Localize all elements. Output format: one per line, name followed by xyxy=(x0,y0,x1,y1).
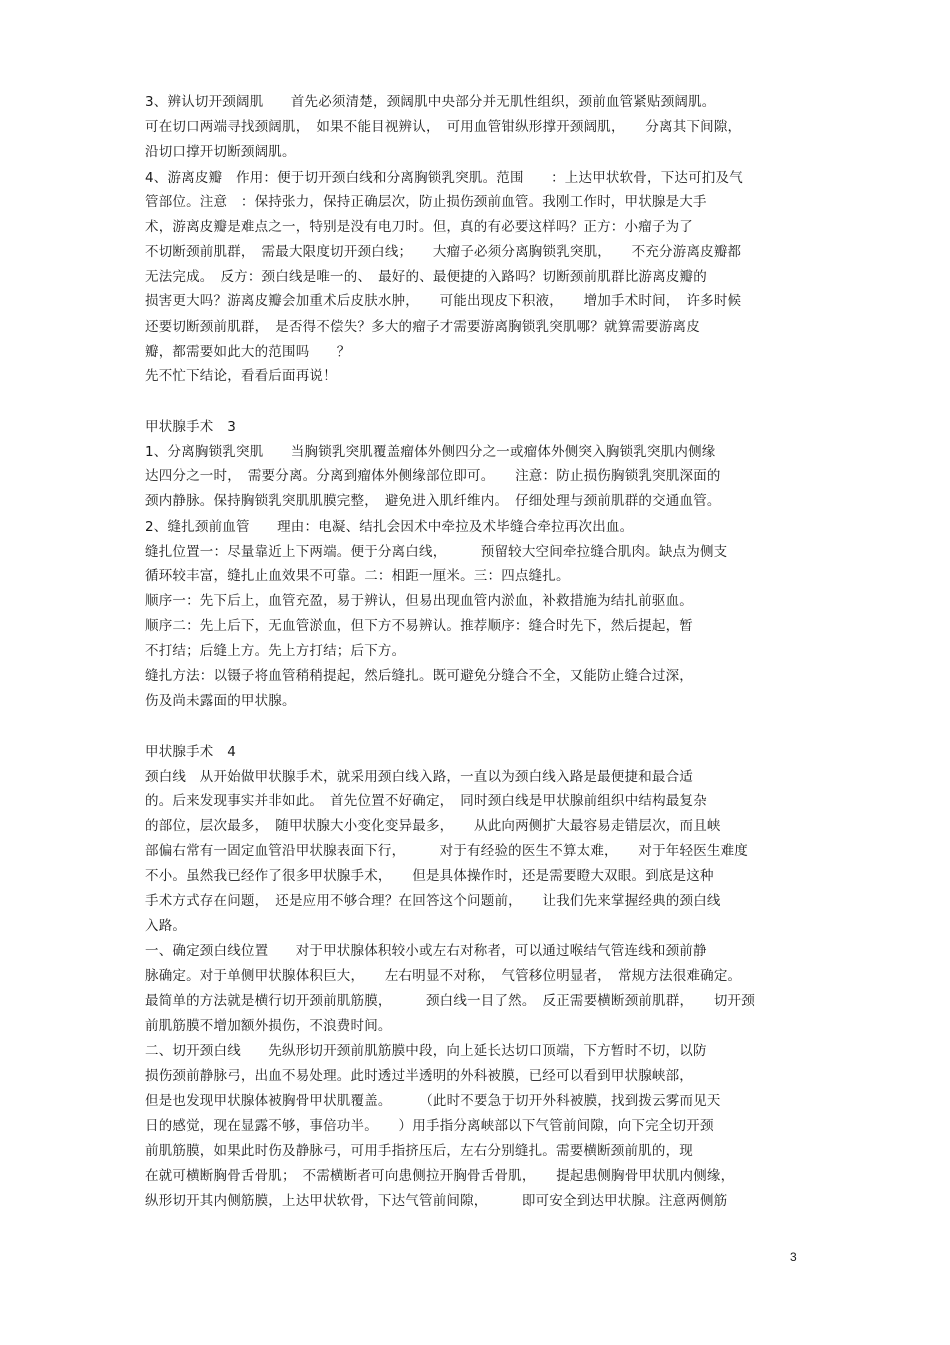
text-line: 脉确定。对于单侧甲状腺体积巨大， 左右明显不对称， 气管移位明显者， 常规方法很难确定。 xyxy=(145,968,742,984)
text-line: 术，游离皮瓣是难点之一，特别是没有电刀时。但，真的有必要这样吗？正方：小瘤子为了 xyxy=(145,219,693,235)
text-line: 的。后来发现事实并非如此。 首先位置不好确定， 同时颈白线是甲状腺前组织中结构最复杂 xyxy=(145,793,707,809)
text-line: 颈内静脉。保持胸锁乳突肌肌膜完整， 避免进入肌纤维内。 仔细处理与颈前肌群的交通血管。 xyxy=(145,493,721,509)
text-line: 损害更大吗？游离皮瓣会加重术后皮肤水肿， 可能出现皮下积液， 增加手术时间， 许多时候 xyxy=(145,293,742,309)
text-line: 可在切口两端寻找颈阔肌， 如果不能目视辨认， 可用血管钳纵形撑开颈阔肌， 分离其下间隙， xyxy=(145,119,742,135)
text-line: 缝扎位置一：尽量靠近上下两端。便于分离白线， 预留较大空间牵拉缝合肌肉。缺点为侧支 xyxy=(145,544,728,560)
text-line: 伤及尚未露面的甲状腺。 xyxy=(145,693,296,709)
text-line: 达四分之一时， 需要分离。分离到瘤体外侧缘部位即可。 注意：防止损伤胸锁乳突肌深面的 xyxy=(145,468,721,484)
text-line: 还要切断颈前肌群， 是否得不偿失？多大的瘤子才需要游离胸锁乳突肌哪？就算需要游离皮 xyxy=(145,319,700,335)
text-line: 颈白线 从开始做甲状腺手术，就采用颈白线入路，一直以为颈白线入路是最便捷和最合适 xyxy=(145,769,693,785)
text-line: 部偏右常有一固定血管沿甲状腺表面下行， 对于有经验的医生不算太难， 对于年轻医生难度 xyxy=(145,843,748,859)
text-line: 前肌筋膜不增加额外损伤，不浪费时间。 xyxy=(145,1018,392,1034)
text-line: 在就可横断胸骨舌骨肌； 不需横断者可向患侧拉开胸骨舌骨肌， 提起患侧胸骨甲状肌内侧缘， xyxy=(145,1168,735,1184)
text-line: 日的感觉，现在显露不够，事倍功半。 ）用手指分离峡部以下气管前间隙，向下完全切开颈 xyxy=(145,1118,714,1134)
text-line: 顺序二：先上后下，无血管淤血，但下方不易辨认。推荐顺序：缝合时先下，然后提起，暂 xyxy=(145,618,693,634)
text-line: 不打结；后缝上方。先上方打结；后下方。 xyxy=(145,643,406,659)
text-line: 二、切开颈白线 先纵形切开颈前肌筋膜中段，向上延长达切口顶端，下方暂时不切，以防 xyxy=(145,1043,707,1059)
section-heading: 甲状腺手术 3 xyxy=(145,419,236,435)
text-line: 无法完成。 反方：颈白线是唯一的、 最好的、最便捷的入路吗？切断颈前肌群比游离皮瓣的 xyxy=(145,269,707,285)
text-line: 循环较丰富，缝扎止血效果不可靠。二：相距一厘米。三：四点缝扎。 xyxy=(145,568,570,584)
text-line: 2、缝扎颈前血管 理由：电凝、结扎会因术中牵拉及术毕缝合牵拉再次出血。 xyxy=(145,519,634,535)
text-line: 的部位，层次最多， 随甲状腺大小变化变异最多， 从此向两侧扩大最容易走错层次，而且峡 xyxy=(145,818,721,834)
text-line: 顺序一：先下后上，血管充盈，易于辨认，但易出现血管内淤血，补救措施为结扎前驱血。 xyxy=(145,593,693,609)
text-line: 沿切口撑开切断颈阔肌。 xyxy=(145,144,296,160)
text-line: 前肌筋膜，如果此时伤及静脉弓，可用手指挤压后，左右分别缝扎。需要横断颈前肌的，现 xyxy=(145,1143,693,1159)
text-line: 不小。虽然我已经作了很多甲状腺手术， 但是具体操作时，还是需要瞪大双眼。到底是这种 xyxy=(145,868,714,884)
text-line: 1、分离胸锁乳突肌 当胸锁乳突肌覆盖瘤体外侧四分之一或瘤体外侧突入胸锁乳突肌内侧缘 xyxy=(145,444,716,460)
text-line: 不切断颈前肌群， 需最大限度切开颈白线； 大瘤子必须分离胸锁乳突肌， 不充分游离皮瓣都 xyxy=(145,244,742,260)
text-line: 4、游离皮瓣 作用：便于切开颈白线和分离胸锁乳突肌。范围 ：上达甲状软骨，下达可扪及气 xyxy=(145,170,743,186)
page-number: 3 xyxy=(790,1250,797,1264)
text-line: 损伤颈前静脉弓，出血不易处理。此时透过半透明的外科被膜，已经可以看到甲状腺峡部， xyxy=(145,1068,693,1084)
text-line: 入路。 xyxy=(145,918,187,934)
section-heading: 甲状腺手术 4 xyxy=(145,744,236,760)
text-line: 一、确定颈白线位置 对于甲状腺体积较小或左右对称者，可以通过喉结气管连线和颈前静 xyxy=(145,943,707,959)
text-line: 手术方式存在问题， 还是应用不够合理？在回答这个问题前， 让我们先来掌握经典的颈白线 xyxy=(145,893,721,909)
text-line: 瓣，都需要如此大的范围吗 ？ xyxy=(145,344,351,360)
text-line: 最简单的方法就是横行切开颈前肌筋膜， 颈白线一目了然。 反正需要横断颈前肌群， 切开颈 xyxy=(145,993,755,1009)
text-line: 管部位。注意 ：保持张力，保持正确层次，防止损伤颈前血管。我刚工作时，甲状腺是大手 xyxy=(145,194,707,210)
text-line: 缝扎方法：以镊子将血管稍稍提起，然后缝扎。既可避免分缝合不全，又能防止缝合过深， xyxy=(145,668,693,684)
text-line: 纵形切开其内侧筋膜，上达甲状软骨，下达气管前间隙， 即可安全到达甲状腺。注意两侧筋 xyxy=(145,1193,728,1209)
text-line: 先不忙下结论，看看后面再说！ xyxy=(145,368,337,384)
text-line: 3、辨认切开颈阔肌 首先必须清楚，颈阔肌中央部分并无肌性组织，颈前血管紧贴颈阔肌。 xyxy=(145,94,716,110)
text-line: 但是也发现甲状腺体被胸骨甲状肌覆盖。 （此时不要急于切开外科被膜，找到拨云雾而见天 xyxy=(145,1093,721,1109)
